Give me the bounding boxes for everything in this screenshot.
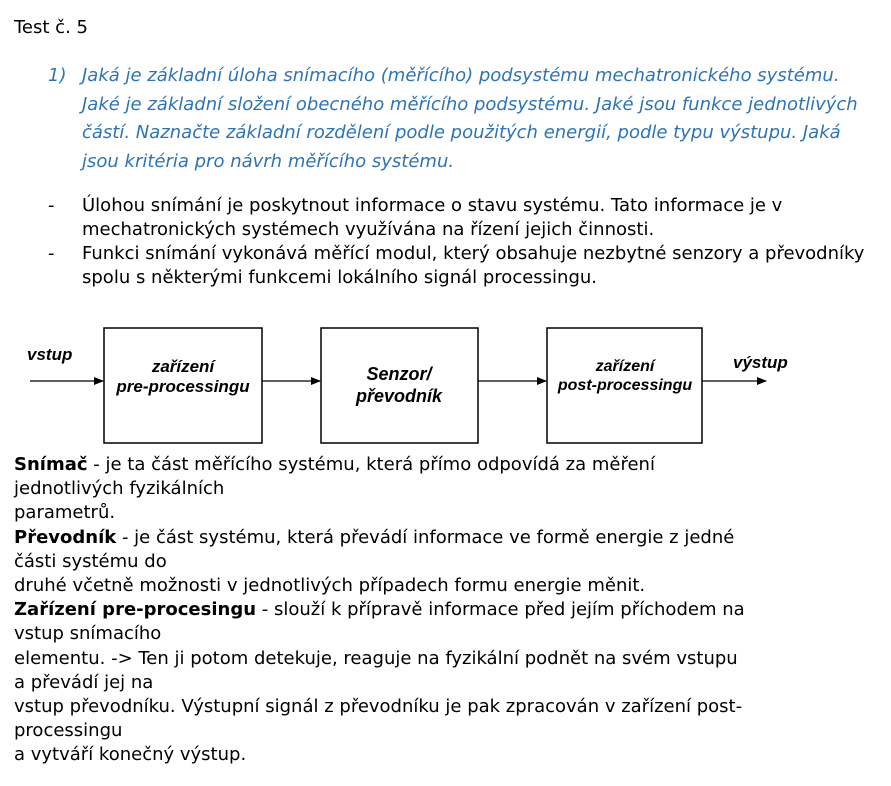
bullet-item xyxy=(48,194,878,242)
block1-line1: zařízení xyxy=(151,357,215,376)
bullet-text: Úlohou snímání je poskytnout informace o stavu systému. Tato informace je v mechatronických systémech využívána na řízení jejich činnosti. xyxy=(82,195,783,240)
bullet-dash: - xyxy=(48,243,55,264)
bullet-list xyxy=(48,194,878,290)
definition-line xyxy=(14,526,874,550)
definition-line: elementu. -> Ten ji potom detekuje, reaguje na fyzikální podnět na svém vstupu xyxy=(14,647,738,669)
output-label: výstup xyxy=(733,353,788,372)
definition-line: druhé včetně možnosti v jednotlivých případech formu energie měnit. xyxy=(14,575,646,597)
block3-line2: post-processingu xyxy=(557,377,693,394)
definition-text: - je část systému, která převádí informace ve formě energie z jedné xyxy=(116,526,735,548)
bullet-item xyxy=(48,242,878,290)
input-label: vstup xyxy=(27,345,73,364)
definitions-text xyxy=(14,453,874,768)
block2-line1: Senzor/ xyxy=(366,364,432,384)
definition-line: a vytváří konečný výstup. xyxy=(14,744,247,766)
definition-text: - slouží k přípravě informace před jejím příchodem na xyxy=(256,599,745,621)
definition-line: jednotlivých fyzikálních xyxy=(14,478,225,500)
definition-line: části systému do xyxy=(14,550,167,572)
page-title: Test č. 5 xyxy=(14,17,88,38)
term-snimac: Snímač xyxy=(14,454,88,475)
block1-line2: pre-processingu xyxy=(116,377,250,396)
block2-line2: převodník xyxy=(355,386,443,406)
term-prevodnik: Převodník xyxy=(14,526,117,548)
definition-line: vstup převodníku. Výstupní signál z převodníku je pak zpracován v zařízení post- xyxy=(14,696,743,718)
question-text: Jaká je základní úloha snímacího (měřícího) podsystému mechatronického systému. Jaké je základní složení obecného měřícího podsystému. Jaké jsou funkce jednotlivých částí. Naznačte základní rozdělení podle použitých energií, podle typu výstupu. Jaká jsou kritéria pro návrh měřícího systému. xyxy=(82,65,858,172)
measurement-diagram xyxy=(0,320,891,450)
bullet-text: Funkci snímání vykonává měřící modul, který obsahuje nezbytné senzory a převodníky spolu s některými funkcemi lokálního signál processingu. xyxy=(82,243,865,288)
definition-text: - je ta část měřícího systému, která přímo odpovídá za měření xyxy=(87,454,655,475)
definition-line: processingu xyxy=(14,720,123,742)
definition-line: a převádí jej na xyxy=(14,671,154,693)
question-number: 1) xyxy=(48,65,67,86)
block3-line1: zařízení xyxy=(595,358,655,375)
question-block xyxy=(48,62,878,176)
definition-line xyxy=(14,453,874,477)
bullet-dash: - xyxy=(48,195,55,216)
definition-line xyxy=(14,598,874,622)
definition-line: vstup snímacího xyxy=(14,623,162,645)
term-pre-procesing: Zařízení pre-procesingu xyxy=(14,599,257,621)
definition-line: parametrů. xyxy=(14,502,116,524)
